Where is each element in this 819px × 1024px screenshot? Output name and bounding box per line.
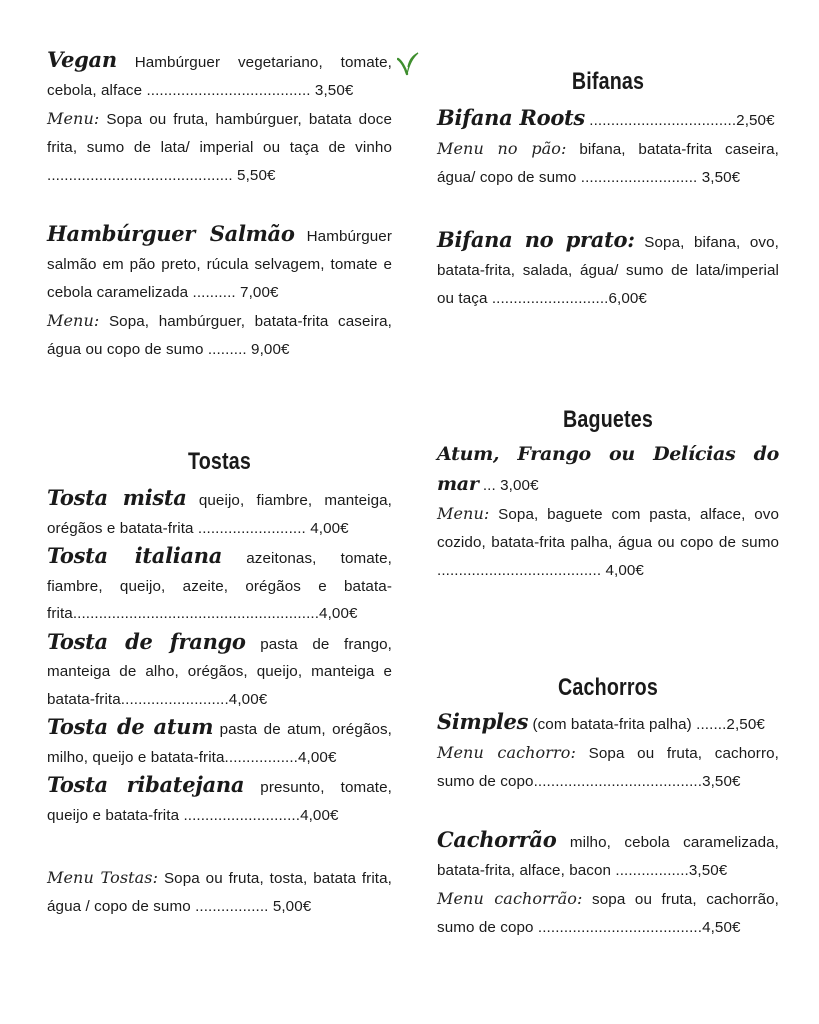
vegan-desc: Hambúrguer vegetariano, tomate, cebola, alface ...................................... 3,50€ [47,54,392,99]
salmao-desc: Hambúrguer salmão em pão preto, rúcula selvagem, tomate e cebola caramelizada .......... 7,00€ [47,228,392,301]
tostas-heading: Tostas [188,448,251,475]
vegan-menu [47,105,392,190]
salmao-section [47,220,392,364]
vegan-section [47,46,392,190]
simples-line [437,708,779,739]
bifana-menu [437,135,779,192]
tostas-menu-line [47,864,392,921]
tosta-desc: azeitonas, tomate, fiambre, queijo, azeite, orégãos e batata-frita.........................................................4,00€ [47,550,392,622]
salmao-menu-label: Menu: [47,311,100,330]
baguetes-heading: Baguetes [563,406,653,433]
tosta-name: Tosta de atum [47,714,214,739]
cachorro-menu [437,739,779,796]
tostas-list [47,484,392,829]
tosta-name: Tosta italiana [47,543,223,568]
baguete-price: ... 3,00€ [482,477,539,494]
tosta-desc: pasta de frango, manteiga de alho, orégãos, queijo, manteiga e batata-frita.........................4,00€ [47,635,392,708]
baguete-name: Atum, Frango ou Delícias do mar [437,443,779,495]
baguete-menu-text: Sopa, baguete com pasta, alface, ovo cozido, batata-frita palha, água ou copo de sumo ...................................... 4,00€ [437,506,779,579]
simples-name: Simples [437,709,529,734]
bifana-prato-line [437,226,779,313]
leaf-icon [397,50,419,76]
bifana-menu-text: bifana, batata-frita caseira, água/ copo de sumo ........................... 3,50€ [437,141,779,186]
tostas-menu-text: Sopa ou fruta, tosta, batata frita, água / copo de sumo ................. 5,00€ [47,870,392,915]
cachorro-simples [437,708,779,796]
vegan-menu-text: Sopa ou fruta, hambúrguer, batata doce frita, sumo de lata/ imperial ou taça de vinho ........................................... 5,50€ [47,111,392,184]
vegan-menu-label: Menu: [47,109,100,128]
bifanas-heading: Bifanas [571,68,645,95]
bifana-roots [437,104,779,192]
tosta-item [47,713,392,771]
bifana-prato [437,226,779,313]
tosta-item [47,628,392,714]
bifana-roots-name: Bifana Roots [437,105,585,130]
cachorro-menu-label: Menu cachorro: [437,743,576,762]
tosta-name: Tosta ribatejana [47,772,245,797]
baguete-line [437,440,779,500]
salmao-item [47,220,392,307]
bifana-prato-name: Bifana no prato: [437,227,635,252]
tosta-desc: queijo, fiambre, manteiga, orégãos e batata-frita ......................... 4,00€ [47,492,393,537]
vegan-name: Vegan [47,47,117,72]
cachorro-menu-text: Sopa ou fruta, cachorro, sumo de copo.......................................3,50€ [437,745,779,790]
bifana-roots-line [437,104,779,135]
bifana-menu-label: Menu no pão: [437,139,567,158]
cachorrao-menu-label: Menu cachorrão: [437,889,583,908]
baguetes-section [437,440,779,585]
baguete-menu [437,500,779,585]
bifana-roots-price: ..................................2,50€ [589,112,775,129]
salmao-menu [47,307,392,364]
tosta-desc: pasta de atum, orégãos, milho, queijo e batata-frita.................4,00€ [47,721,392,766]
tostas-menu-label: Menu Tostas: [47,868,159,887]
salmao-name: Hambúrguer Salmão [47,221,295,246]
cachorrao-section [437,826,779,942]
cachorrao-line [437,826,779,885]
simples-text: (com batata-frita palha) .......2,50€ [532,716,765,733]
tosta-item [47,542,392,628]
tostas-menu [47,864,392,921]
tosta-item [47,484,392,542]
bifana-prato-text: Sopa, bifana, ovo, batata-frita, salada, água/ sumo de lata/imperial ou taça ...........................6,00€ [437,234,779,307]
cachorrao-name: Cachorrão [437,827,557,852]
baguete-menu-label: Menu: [437,504,490,523]
salmao-menu-text: Sopa, hambúrguer, batata-frita caseira, água ou copo de sumo ......... 9,00€ [47,313,392,358]
tosta-name: Tosta de frango [47,628,246,654]
vegan-item [47,46,392,105]
tosta-name: Tosta mista [47,485,187,510]
cachorrao-menu [437,885,779,942]
tosta-desc: presunto, tomate, queijo e batata-frita ...........................4,00€ [47,779,392,824]
cachorros-heading: Cachorros [558,674,658,701]
cachorrao-menu-text: sopa ou fruta, cachorrão, sumo de copo ......................................4,50€ [437,891,779,936]
tosta-item [47,771,392,829]
cachorrao-text: milho, cebola caramelizada, batata-frita, alface, bacon .................3,50€ [437,834,779,879]
